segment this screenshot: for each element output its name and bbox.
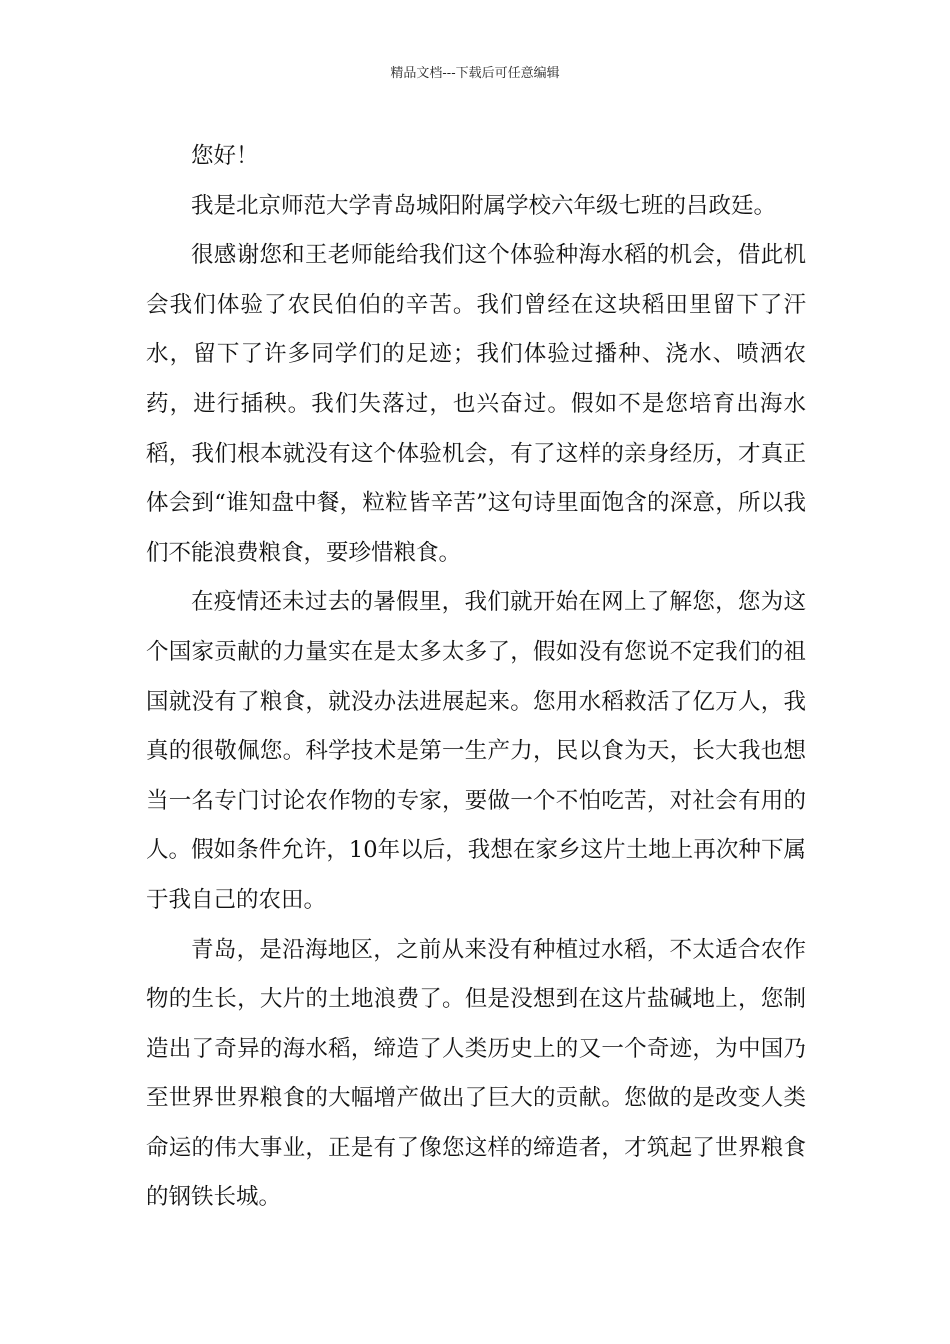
admiration-paragraph: 在疫情还未过去的暑假里，我们就开始在网上了解您，您为这个国家贡献的力量实在是太多太多了，假如没有您说不定我们的祖国就没有了粮食，就没办法进展起来。您用水稻救活了亿万人，我真的很敬佩您。科学技术是第一生产力，民以食为天，长大我也想当一名专门讨论农作物的专家，要做一个不怕吃苦，对社会有用的人。假如条件允许，10年以后，我想在家乡这片土地上再次种下属于我自己的农田。 <box>146 589 806 913</box>
self-introduction-paragraph: 我是北京师范大学青岛城阳附属学校六年级七班的吕政廷。 <box>191 192 777 219</box>
page-header: 精品文档---下载后可任意编辑 <box>390 66 560 81</box>
qingdao-paragraph: 青岛，是沿海地区，之前从来没有种植过水稻，不太适合农作物的生长，大片的土地浪费了。但是没想到在这片盐碱地上，您制造出了奇异的海水稻，缔造了人类历史上的又一个奇迹，为中国乃至世界世界粮食的大幅增产做出了巨大的贡献。您做的是改变人类命运的伟大事业，正是有了像您这样的缔造者，才筑起了世界粮食的钢铁长城。 <box>146 936 806 1211</box>
letter-body <box>146 132 806 1223</box>
greeting-paragraph: 您好！ <box>191 143 259 169</box>
gratitude-paragraph: 很感谢您和王老师能给我们这个体验种海水稻的机会，借此机会我们体验了农民伯伯的辛苦。我们曾经在这块稻田里留下了汗水，留下了许多同学们的足迹；我们体验过播种、浇水、喷洒农药，进行插秧。我们失落过，也兴奋过。假如不是您培育出海水稻，我们根本就没有这个体验机会，有了这样的亲身经历，才真正体会到“谁知盘中餐，粒粒皆辛苦”这句诗里面饱含的深意，所以我们不能浪费粮食，要珍惜粮食。 <box>146 242 806 566</box>
